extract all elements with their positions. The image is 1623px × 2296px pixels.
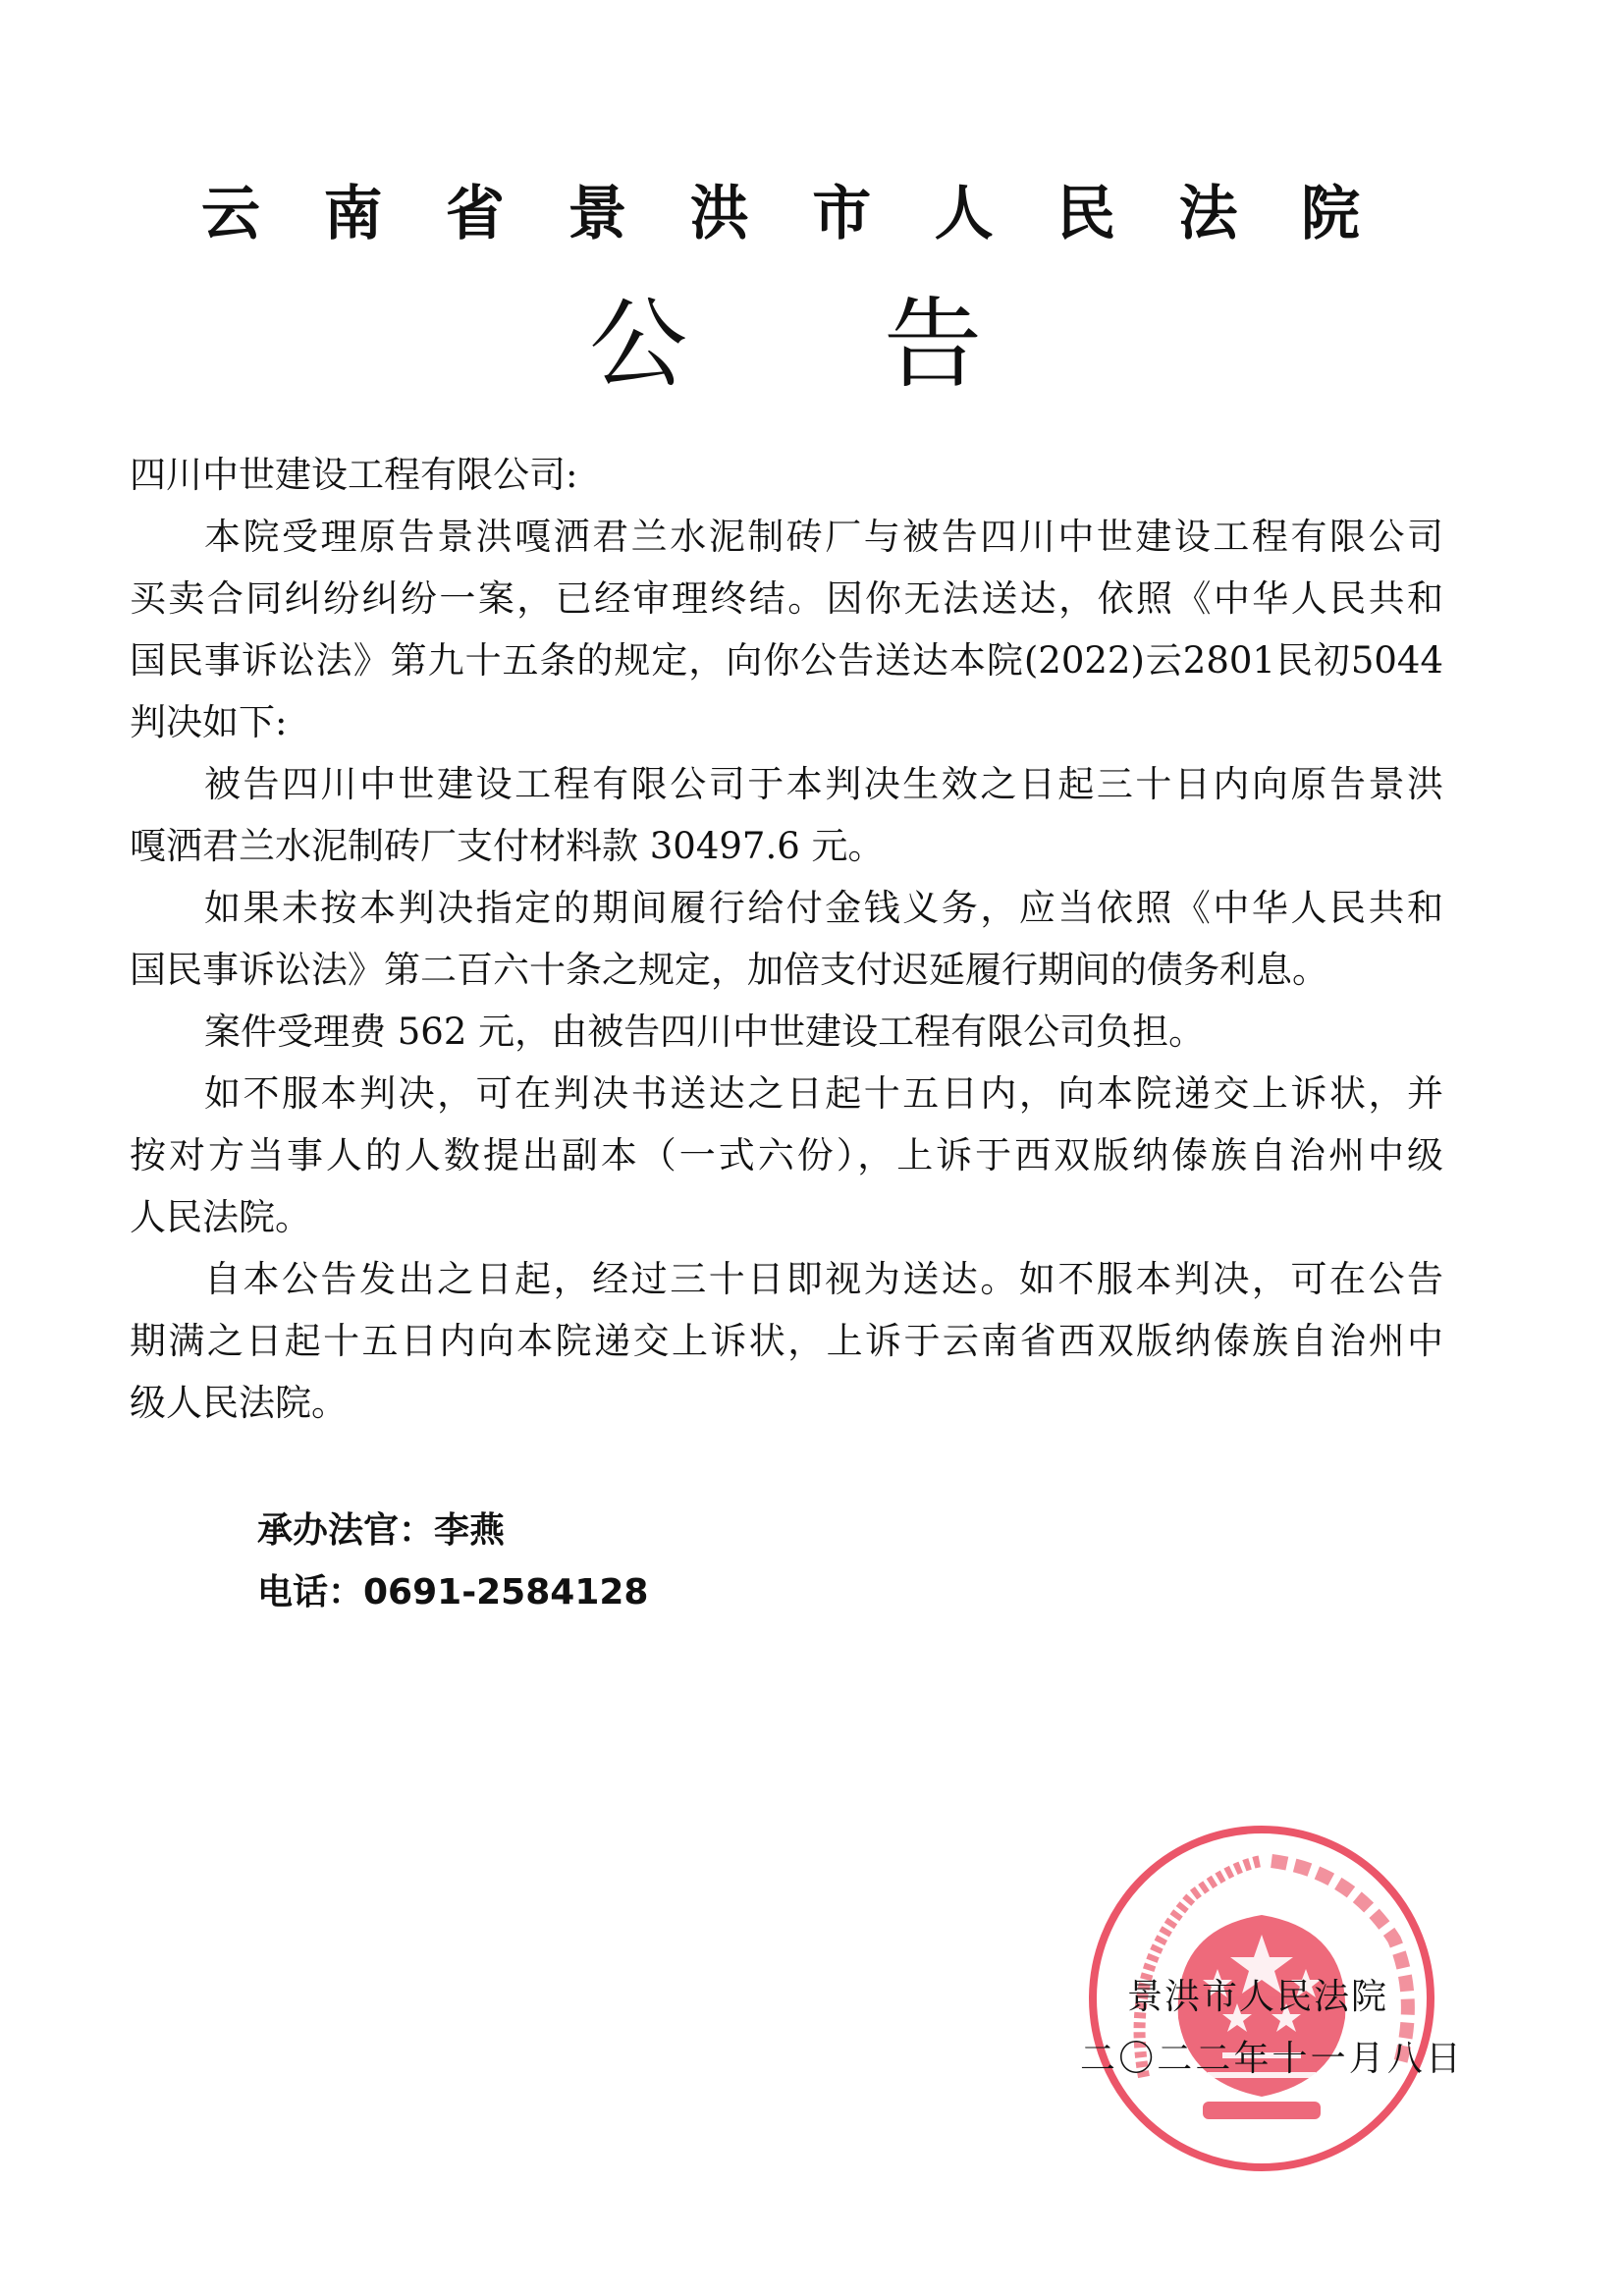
date-char: 八 xyxy=(1386,2039,1423,2079)
body-line: 期满之日起十五日内向本院递交上诉状，上诉于云南省西双版纳傣族自治州中 xyxy=(130,1320,1443,1362)
body-line: 人民法院。 xyxy=(130,1196,311,1238)
court-name-char: 云 xyxy=(201,180,260,248)
body-line: 国民事诉讼法》第二百六十条之规定，加倍支付迟延履行期间的债务利息。 xyxy=(130,949,1328,991)
title-char: 公 xyxy=(589,287,687,402)
judge-in-charge: 承办法官：李燕 xyxy=(257,1510,506,1551)
court-name-char: 市 xyxy=(812,180,872,248)
court-name-char: 南 xyxy=(323,180,383,248)
court-name-char: 民 xyxy=(1056,180,1116,248)
date-char: 月 xyxy=(1348,2039,1384,2079)
date-char: 日 xyxy=(1425,2039,1461,2079)
body-line: 级人民法院。 xyxy=(130,1382,348,1424)
body-line: 自本公告发出之日起，经过三十日即视为送达。如不服本判决，可在公告 xyxy=(204,1258,1443,1300)
body-line: 案件受理费 562 元，由被告四川中世建设工程有限公司负担。 xyxy=(204,1011,1206,1053)
body-line: 四川中世建设工程有限公司: xyxy=(130,454,578,496)
body-line: 国民事诉讼法》第九十五条的规定，向你公告送达本院(2022)云2801民初5044 xyxy=(130,639,1443,682)
date-char: 十 xyxy=(1271,2039,1308,2079)
court-name-char: 省 xyxy=(445,180,505,248)
date-char: 二 xyxy=(1195,2039,1231,2079)
date-char: 一 xyxy=(1310,2039,1346,2079)
body-line: 买卖合同纠纷纠纷一案，已经审理终结。因你无法送达，依照《中华人民共和 xyxy=(130,577,1443,620)
body-line: 如果未按本判决指定的期间履行给付金钱义务，应当依照《中华人民共和 xyxy=(204,887,1443,929)
body-line: 嘎洒君兰水泥制砖厂支付材料款 30497.6 元。 xyxy=(130,825,885,867)
issue-date xyxy=(1080,2031,1461,2081)
court-name-char: 院 xyxy=(1300,180,1360,248)
date-char: 二 xyxy=(1080,2039,1116,2079)
contact-phone: 电话：0691-2584128 xyxy=(257,1572,649,1613)
notice-body xyxy=(130,444,1443,1434)
court-name-char: 景 xyxy=(568,180,627,248)
court-name-heading xyxy=(201,167,1360,251)
date-char: 二 xyxy=(1157,2039,1193,2079)
body-line: 按对方当事人的人数提出副本（一式六份），上诉于西双版纳傣族自治州中级 xyxy=(130,1134,1443,1176)
court-name-char: 人 xyxy=(934,180,994,248)
date-char: 〇 xyxy=(1118,2039,1155,2079)
issuing-court: 景洪市人民法院 xyxy=(1127,1977,1389,2017)
body-line: 判决如下: xyxy=(130,701,288,743)
court-name-char: 法 xyxy=(1178,180,1238,248)
body-line: 如不服本判决，可在判决书送达之日起十五日内，向本院递交上诉状，并 xyxy=(204,1072,1443,1115)
court-name-char: 洪 xyxy=(689,180,749,248)
body-line: 被告四川中世建设工程有限公司于本判决生效之日起三十日内向原告景洪 xyxy=(204,763,1443,805)
notice-title xyxy=(589,265,982,407)
date-char: 年 xyxy=(1233,2039,1270,2079)
body-line: 本院受理原告景洪嘎洒君兰水泥制砖厂与被告四川中世建设工程有限公司 xyxy=(204,516,1443,558)
title-char: 告 xyxy=(884,287,982,402)
